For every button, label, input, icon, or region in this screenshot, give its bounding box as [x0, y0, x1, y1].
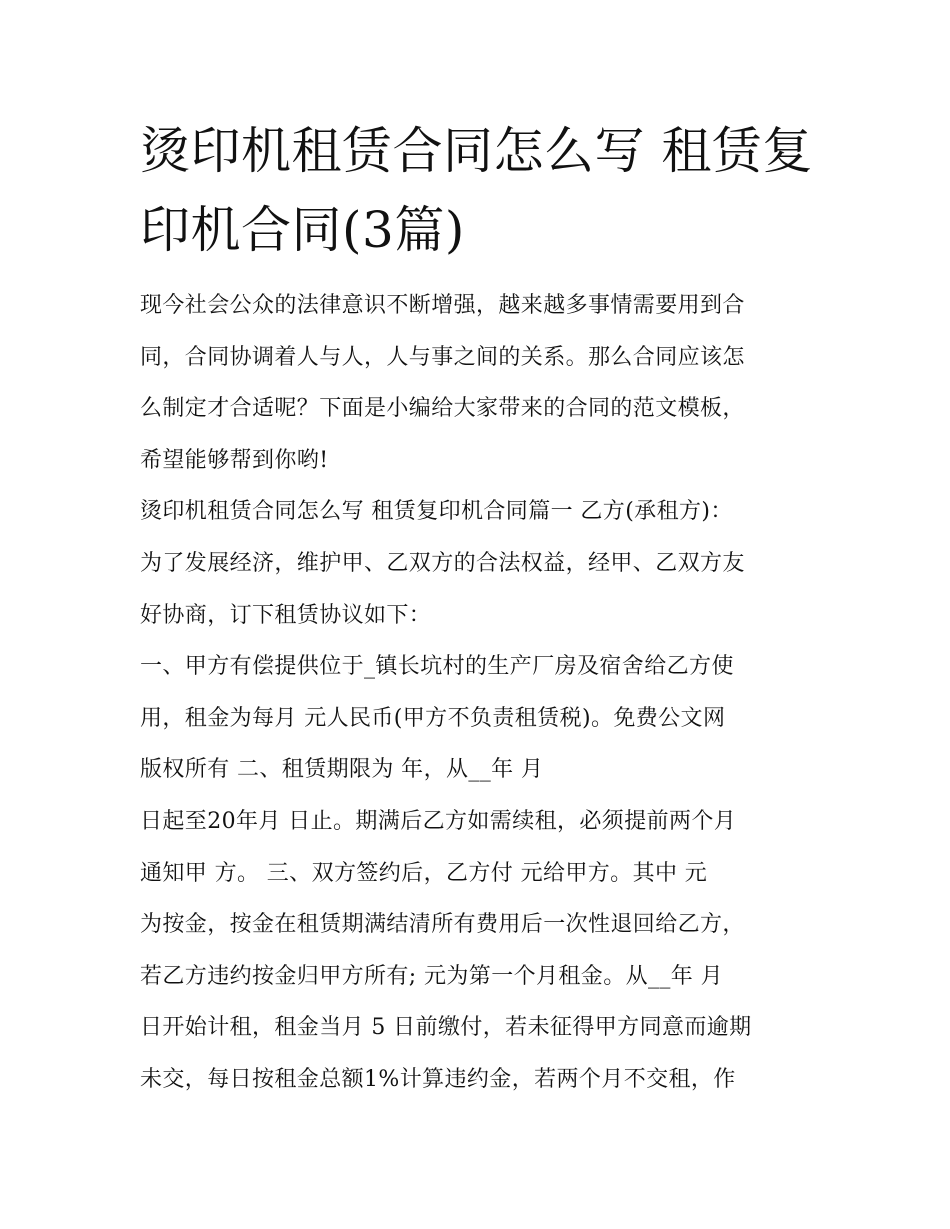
body-line: 用，租金为每月 元人民币(甲方不负责租赁税)。免费公文网 — [140, 705, 726, 731]
body-line: 好协商，订下租赁协议如下： — [140, 602, 432, 628]
body-line: 日开始计租，租金当月 5 日前缴付，若未征得甲方同意而逾期 — [140, 1015, 752, 1041]
body-line: 为了发展经济，维护甲、乙双方的合法权益，经甲、乙双方友 — [140, 550, 745, 576]
body-line: 若乙方违约按金归甲方所有; 元为第一个月租金。从__年 月 — [140, 963, 724, 989]
body-line: 通知甲 方。 三、双方签约后，乙方付 元给甲方。其中 元 — [140, 860, 708, 886]
body-line: 版权所有 二、租赁期限为 年，从__年 月 — [140, 757, 544, 783]
body-line: 未交，每日按租金总额1%计算违约金，若两个月不交租，作 — [140, 1066, 736, 1092]
body-line: 一、甲方有偿提供位于_镇长坑村的生产厂房及宿舍给乙方使 — [140, 654, 734, 680]
body-line: 么制定才合适呢？下面是小编给大家带来的合同的范文模板， — [140, 396, 745, 422]
body-line: 现今社会公众的法律意识不断增强，越来越多事情需要用到合 — [140, 293, 745, 318]
title-line-1: 烫印机租赁合同怎么写 租赁复 — [140, 122, 813, 180]
document-body — [140, 280, 830, 1106]
body-line: 同，合同协调着人与人，人与事之间的关系。那么合同应该怎 — [140, 344, 745, 370]
body-line: 日起至20年月 日止。期满后乙方如需续租，必须提前两个月 — [140, 808, 737, 834]
body-line: 希望能够帮到你哟! — [140, 447, 329, 473]
body-line: 烫印机租赁合同怎么写 租赁复印机合同篇一 乙方(承租方)： — [140, 499, 733, 525]
document-title — [140, 112, 820, 270]
body-line: 为按金，按金在租赁期满结清所有费用后一次性退回给乙方， — [140, 912, 745, 938]
title-line-2: 印机合同(3篇) — [140, 201, 465, 259]
